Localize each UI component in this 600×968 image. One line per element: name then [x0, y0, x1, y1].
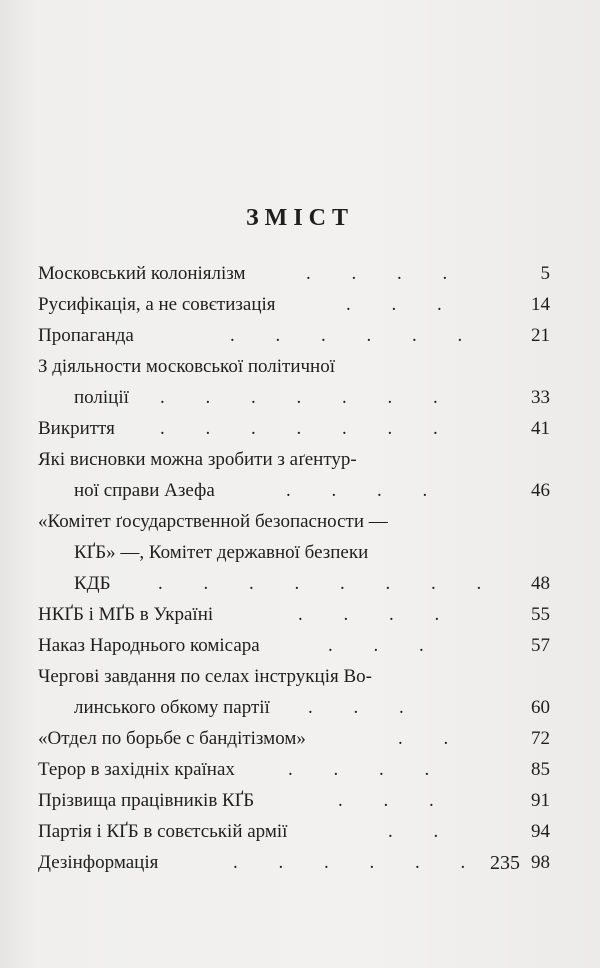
toc-entry-title: Які висновки можна зробити з аґентур-	[38, 449, 357, 470]
toc-entry-leader-dots: . . .	[338, 790, 452, 811]
toc-entry	[38, 537, 550, 568]
toc-entry-title: поліції	[74, 387, 129, 408]
toc-entry-title: Партія і КҐБ в совєтській армії	[38, 821, 288, 842]
toc-entry-page: 91	[531, 790, 550, 811]
toc-entry-page: 60	[531, 697, 550, 718]
toc-entry-title: Наказ Народнього комісара	[38, 635, 260, 656]
toc-entry-page: 46	[531, 480, 550, 501]
toc-entry	[38, 475, 550, 506]
toc-entry-leader-dots: . .	[388, 821, 457, 842]
page-title: ЗМІСТ	[246, 205, 354, 231]
toc-entry-leader-dots: . . .	[328, 635, 442, 656]
page-number: 235	[490, 852, 520, 874]
toc-entry-page: 85	[531, 759, 550, 780]
toc-entry-title: Московський колоніялізм	[38, 263, 246, 284]
toc-entry-title: КДБ	[74, 573, 111, 594]
toc-entry	[38, 661, 550, 692]
toc-entry	[38, 847, 550, 878]
toc-entry-title: Прізвища працівників КҐБ	[38, 790, 255, 811]
toc-entry-leader-dots: . . . .	[298, 604, 458, 625]
toc-entry-leader-dots: . . . . . . .	[160, 418, 456, 439]
toc-entry-page: 33	[531, 387, 550, 408]
toc-entry-title: З діяльности московської політичної	[38, 356, 335, 377]
toc-entry-page: 98	[531, 852, 550, 873]
toc-entry	[38, 351, 550, 382]
toc-entry	[38, 816, 550, 847]
toc-entry-title: Русифікація, а не совєтизація	[38, 294, 276, 315]
toc-entry-page: 48	[531, 573, 550, 594]
toc-entry	[38, 289, 550, 320]
toc-entry-title: Викриття	[38, 418, 115, 439]
toc-entry-leader-dots: . .	[398, 728, 467, 749]
toc-entry-page: 14	[531, 294, 550, 315]
toc-entry-page: 21	[531, 325, 550, 346]
toc-entry-leader-dots: . . . .	[286, 480, 446, 501]
toc-entry-title: НКҐБ і МҐБ в Україні	[38, 604, 214, 625]
toc-entry	[38, 630, 550, 661]
toc-entry-page: 94	[531, 821, 550, 842]
toc-entry-title: Дезінформація	[38, 852, 159, 873]
toc-entry	[38, 754, 550, 785]
toc-entry-title: ної справи Азефа	[74, 480, 215, 501]
toc-entry	[38, 599, 550, 630]
toc-entry-leader-dots: . . . . . . . .	[158, 573, 500, 594]
toc-entry	[38, 568, 550, 599]
toc-entry-leader-dots: . . .	[346, 294, 460, 315]
toc-entry-page: 72	[531, 728, 550, 749]
toc-entry-title: «Отдел по борьбе с бандітізмом»	[38, 728, 306, 749]
toc-entry	[38, 444, 550, 475]
toc-entry-page: 55	[531, 604, 550, 625]
toc-entry-page: 57	[531, 635, 550, 656]
toc-entry	[38, 506, 550, 537]
toc-entry-leader-dots: . . . .	[288, 759, 448, 780]
toc-entry-title: КҐБ» —, Комітет державної безпеки	[74, 542, 369, 563]
toc-entry-title: линського обкому партії	[74, 697, 270, 718]
toc-entry-title: Чергові завдання по селах інструкція Во-	[38, 666, 372, 687]
toc-entry	[38, 785, 550, 816]
toc-entry-leader-dots: . . . .	[306, 263, 466, 284]
toc-entry	[38, 258, 550, 289]
toc-entry-page: 5	[540, 263, 550, 284]
toc-entry-leader-dots: . . .	[308, 697, 422, 718]
toc-entry	[38, 723, 550, 754]
toc-entry-leader-dots: . . . . . .	[233, 852, 484, 873]
toc-entry-title: Терор в західніх країнах	[38, 759, 235, 780]
toc-entry-title: Пропаганда	[38, 325, 134, 346]
toc-entry-leader-dots: . . . . . . .	[160, 387, 456, 408]
table-of-contents	[38, 258, 550, 878]
toc-entry-page: 41	[531, 418, 550, 439]
toc-entry	[38, 692, 550, 723]
toc-entry	[38, 413, 550, 444]
toc-entry-title: «Комітет ґосударственной безопасности —	[38, 511, 388, 532]
toc-entry	[38, 382, 550, 413]
toc-entry-leader-dots: . . . . . .	[230, 325, 481, 346]
toc-entry	[38, 320, 550, 351]
